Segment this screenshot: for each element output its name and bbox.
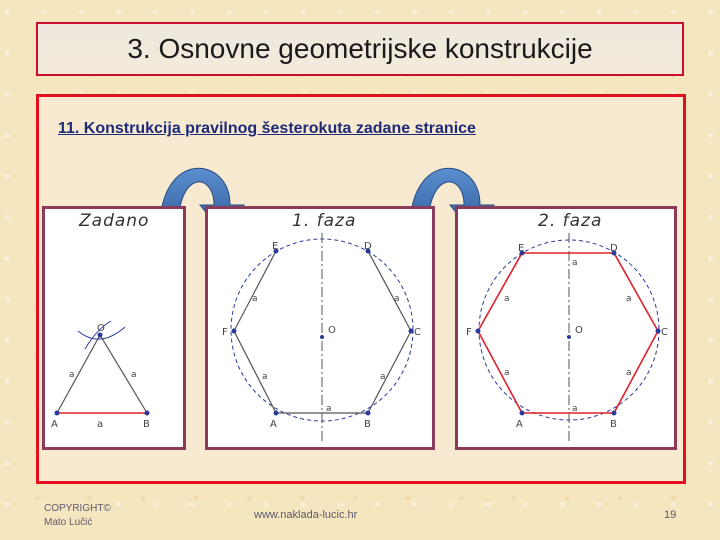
phase1-point-B: B: [364, 419, 371, 430]
given-point-O: O: [97, 323, 105, 334]
footer-website: www.naklada-lucic.hr: [254, 509, 358, 521]
phase2-side-a5: a: [504, 294, 510, 304]
phase2-point-E: E: [518, 243, 525, 254]
given-point-A: A: [51, 419, 58, 430]
slide-title: 3. Osnovne geometrijske konstrukcije: [127, 33, 593, 64]
phase2-figure: [458, 209, 674, 447]
given-side-left: a: [69, 370, 75, 380]
given-figure: [45, 209, 183, 447]
phase2-side-a4: a: [626, 368, 632, 378]
phase1-point-O: O: [328, 325, 336, 336]
phase1-point-E: E: [272, 241, 279, 252]
phase1-side-a3: a: [380, 372, 386, 382]
page-number: 19: [664, 509, 677, 521]
phase1-side-a5: a: [394, 294, 400, 304]
copyright-line1: COPYRIGHT©: [44, 503, 111, 514]
phase2-point-F: F: [466, 327, 472, 338]
phase2-side-a6: a: [626, 294, 632, 304]
slide-subtitle: 11. Konstrukcija pravilnog šesterokuta zadane stranice: [58, 120, 476, 137]
footer-copyright: [44, 502, 111, 530]
phase2-point-O: O: [575, 325, 583, 336]
panel-given-label: Zadano: [79, 211, 150, 231]
phase1-point-A: A: [270, 419, 277, 430]
panel-given: [42, 206, 186, 450]
phase1-figure: [208, 209, 432, 447]
given-side-label: a: [97, 419, 104, 430]
phase2-side-a2: a: [572, 258, 578, 268]
phase1-side-a2: a: [262, 372, 268, 382]
phase2-side-a3: a: [504, 368, 510, 378]
phase2-point-C: C: [661, 327, 668, 338]
given-side-right: a: [131, 370, 137, 380]
phase1-point-F: F: [222, 327, 228, 338]
phase2-point-B: B: [610, 419, 617, 430]
phase1-point-C: C: [414, 327, 421, 338]
panel-phase2: [455, 206, 677, 450]
phase2-point-D: D: [610, 243, 618, 254]
phase1-point-D: D: [364, 241, 372, 252]
phase1-side-a1: a: [326, 404, 332, 414]
phase2-side-a1: a: [572, 404, 578, 414]
given-point-B: B: [143, 419, 150, 430]
phase2-point-A: A: [516, 419, 523, 430]
panel-phase1-label: 1. faza: [292, 211, 357, 231]
phase1-side-a4: a: [252, 294, 258, 304]
panel-phase1: [205, 206, 435, 450]
panel-phase2-label: 2. faza: [538, 211, 603, 231]
copyright-line2: Mato Lučić: [44, 517, 93, 528]
